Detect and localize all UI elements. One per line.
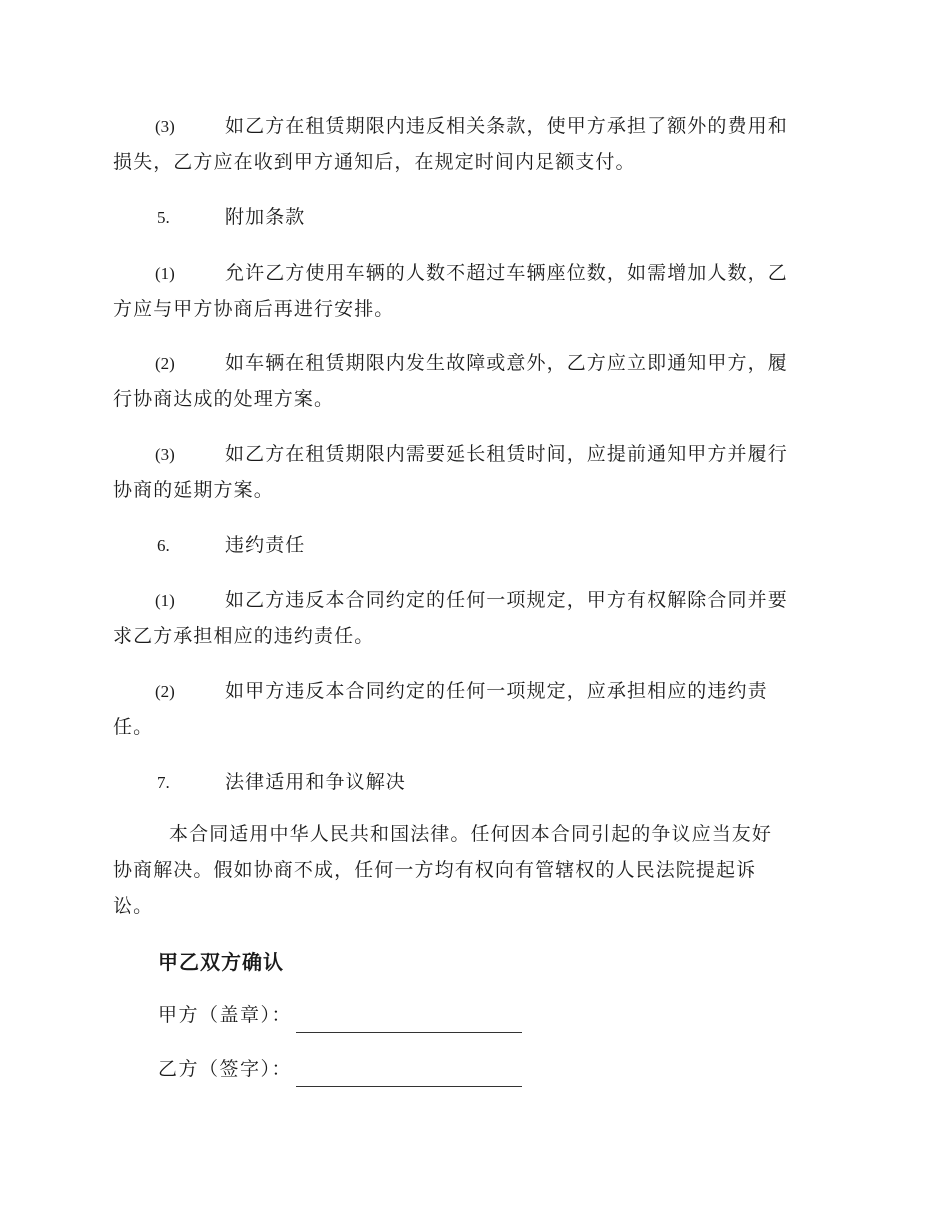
section-title: 违约责任 xyxy=(225,534,306,556)
party-a-signature-line xyxy=(296,1006,522,1033)
clause-text: 损失，乙方应在收到甲方通知后，在规定时间内足额支付。 xyxy=(113,151,636,173)
section-title: 法律适用和争议解决 xyxy=(225,771,406,793)
clause-number: (3) xyxy=(155,117,175,136)
clause-text: 如车辆在租赁期限内发生故障或意外，乙方应立即通知甲方，履 xyxy=(225,352,788,374)
clause-5-2 xyxy=(113,345,835,417)
section-6-heading xyxy=(113,527,835,563)
confirm-title: 甲乙双方确认 xyxy=(158,950,284,974)
paragraph-line: 讼。 xyxy=(113,895,154,917)
party-b-label: 乙方（签字）： xyxy=(158,1058,293,1080)
clause-text: 如甲方违反本合同约定的任何一项规定，应承担相应的违约责 xyxy=(225,680,768,702)
law-paragraph xyxy=(113,816,835,924)
clause-text: 任。 xyxy=(113,716,154,738)
clause-number: (1) xyxy=(155,591,175,610)
clause-text: 协商的延期方案。 xyxy=(113,479,274,501)
clause-text: 如乙方在租赁期限内违反相关条款，使甲方承担了额外的费用和 xyxy=(225,115,788,137)
party-b-signature-row xyxy=(158,1051,522,1087)
party-b-signature-line xyxy=(296,1060,522,1087)
clause-number: (1) xyxy=(155,264,175,283)
section-5-heading xyxy=(113,199,835,235)
clause-5-3 xyxy=(113,436,835,508)
clause-text: 行协商达成的处理方案。 xyxy=(113,388,335,410)
clause-text: 求乙方承担相应的违约责任。 xyxy=(113,625,375,647)
party-a-signature-row xyxy=(158,997,522,1033)
paragraph-line: 本合同适用中华人民共和国法律。任何因本合同引起的争议应当友好 xyxy=(169,823,773,845)
clause-number: (3) xyxy=(155,445,175,464)
section-number: 5. xyxy=(157,208,170,227)
clause-number: (2) xyxy=(155,682,175,701)
section-number: 6. xyxy=(157,536,170,555)
party-a-label: 甲方（盖章）： xyxy=(158,1004,293,1026)
clause-6-2 xyxy=(113,673,835,745)
clause-text: 方应与甲方协商后再进行安排。 xyxy=(113,298,395,320)
clause-6-1 xyxy=(113,582,835,654)
clause-5-1 xyxy=(113,255,835,327)
section-7-heading xyxy=(113,764,835,800)
paragraph-line: 协商解决。假如协商不成，任何一方均有权向有管辖权的人民法院提起诉 xyxy=(113,859,757,881)
clause-text: 允许乙方使用车辆的人数不超过车辆座位数，如需增加人数，乙 xyxy=(225,262,788,284)
section-number: 7. xyxy=(157,773,170,792)
clause-text: 如乙方违反本合同约定的任何一项规定，甲方有权解除合同并要 xyxy=(225,589,788,611)
clause-4-3 xyxy=(113,108,835,180)
clause-text: 如乙方在租赁期限内需要延长租赁时间，应提前通知甲方并履行 xyxy=(225,443,788,465)
clause-number: (2) xyxy=(155,354,175,373)
section-title: 附加条款 xyxy=(225,206,306,228)
